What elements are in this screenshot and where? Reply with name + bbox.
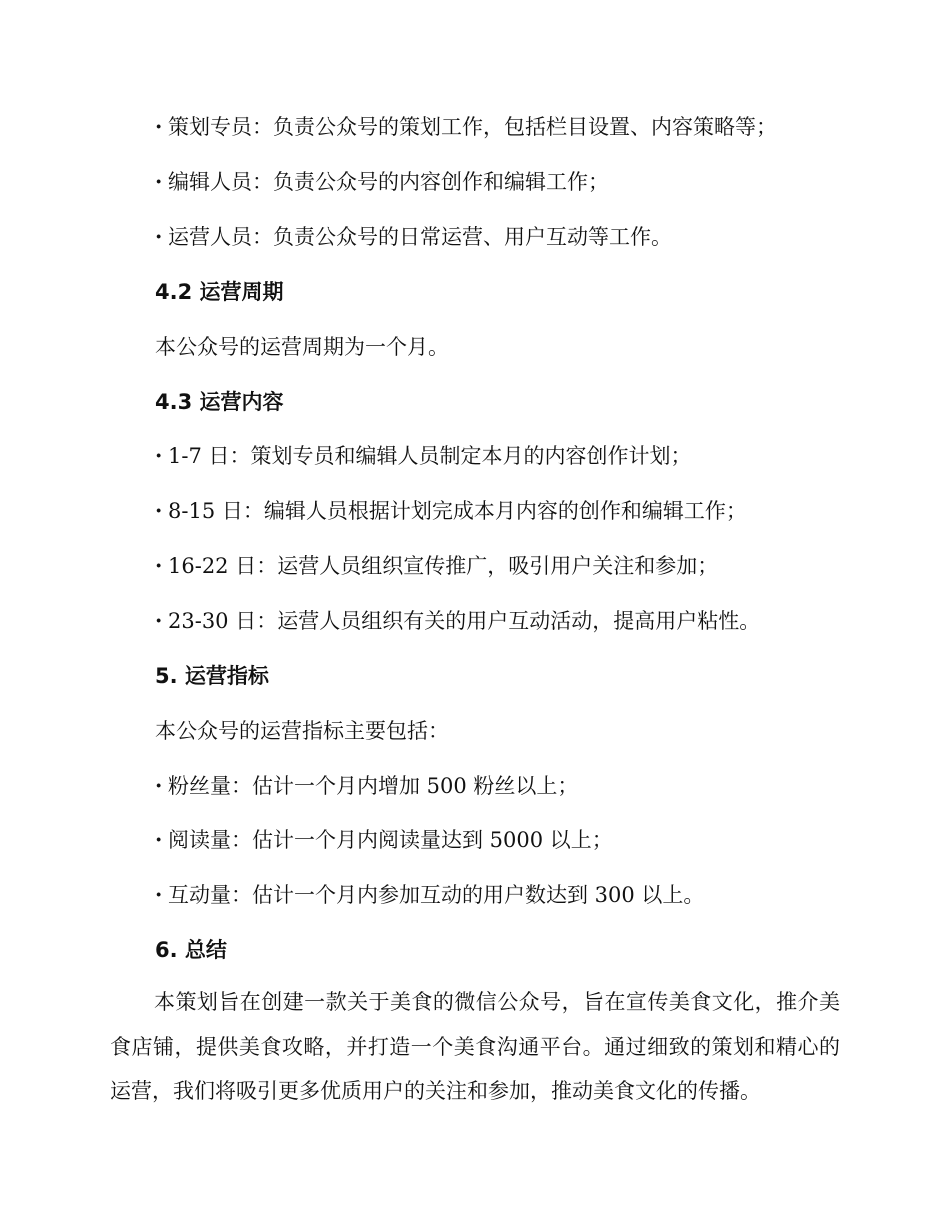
list-item-text: 策划专员：负责公众号的策划工作，包括栏目设置、内容策略等； bbox=[168, 115, 777, 139]
section-heading-4-2: 4.2 运营周期 bbox=[155, 280, 284, 304]
list-item-role-planner bbox=[155, 112, 777, 142]
list-item-metric-fans bbox=[155, 771, 578, 801]
list-item-schedule-3 bbox=[155, 551, 718, 581]
bullet-dot: · bbox=[155, 169, 163, 194]
list-item-role-editor bbox=[155, 167, 609, 197]
bullet-dot: · bbox=[155, 608, 163, 633]
list-item-text: 16-22 日：运营人员组织宣传推广，吸引用户关注和参加； bbox=[168, 554, 719, 578]
list-item-text: 1-7 日：策划专员和编辑人员制定本月的内容创作计划； bbox=[168, 444, 692, 468]
bullet-dot: · bbox=[155, 773, 163, 798]
section-4-2-body: 本公众号的运营周期为一个月。 bbox=[155, 335, 449, 359]
list-item-text: 运营人员：负责公众号的日常运营、用户互动等工作。 bbox=[168, 225, 672, 249]
bullet-dot: · bbox=[155, 443, 163, 468]
bullet-dot: · bbox=[155, 114, 163, 139]
list-item-text: 编辑人员：负责公众号的内容创作和编辑工作； bbox=[168, 170, 609, 194]
list-item-role-operator bbox=[155, 222, 672, 252]
list-item-schedule-4 bbox=[155, 606, 760, 636]
list-item-text: 阅读量：估计一个月内阅读量达到 5000 以上； bbox=[168, 828, 613, 852]
list-item-schedule-2 bbox=[155, 496, 747, 526]
bullet-dot: · bbox=[155, 882, 163, 907]
bullet-dot: · bbox=[155, 224, 163, 249]
section-heading-4-3: 4.3 运营内容 bbox=[155, 390, 284, 414]
summary-paragraph: 本策划旨在创建一款关于美食的微信公众号，旨在宣传美食文化，推介美食店铺，提供美食攻略，并打造一个美食沟通平台。通过细致的策划和精心的运营，我们将吸引更多优质用户的关注和参加，推动美食文化的传播。 bbox=[110, 990, 840, 1103]
bullet-dot: · bbox=[155, 553, 163, 578]
section-heading-5: 5. 运营指标 bbox=[155, 664, 269, 688]
list-item-text: 8-15 日：编辑人员根据计划完成本月内容的创作和编辑工作； bbox=[168, 499, 747, 523]
list-item-metric-reads bbox=[155, 825, 613, 855]
section-5-intro: 本公众号的运营指标主要包括： bbox=[155, 719, 449, 743]
list-item-text: 23-30 日：运营人员组织有关的用户互动活动，提高用户粘性。 bbox=[168, 609, 761, 633]
bullet-dot: · bbox=[155, 498, 163, 523]
list-item-text: 粉丝量：估计一个月内增加 500 粉丝以上； bbox=[168, 774, 579, 798]
section-heading-6: 6. 总结 bbox=[155, 938, 227, 962]
list-item-text: 互动量：估计一个月内参加互动的用户数达到 300 以上。 bbox=[168, 883, 705, 907]
list-item-schedule-1 bbox=[155, 441, 692, 471]
list-item-metric-interactions bbox=[155, 880, 704, 910]
bullet-dot: · bbox=[155, 827, 163, 852]
